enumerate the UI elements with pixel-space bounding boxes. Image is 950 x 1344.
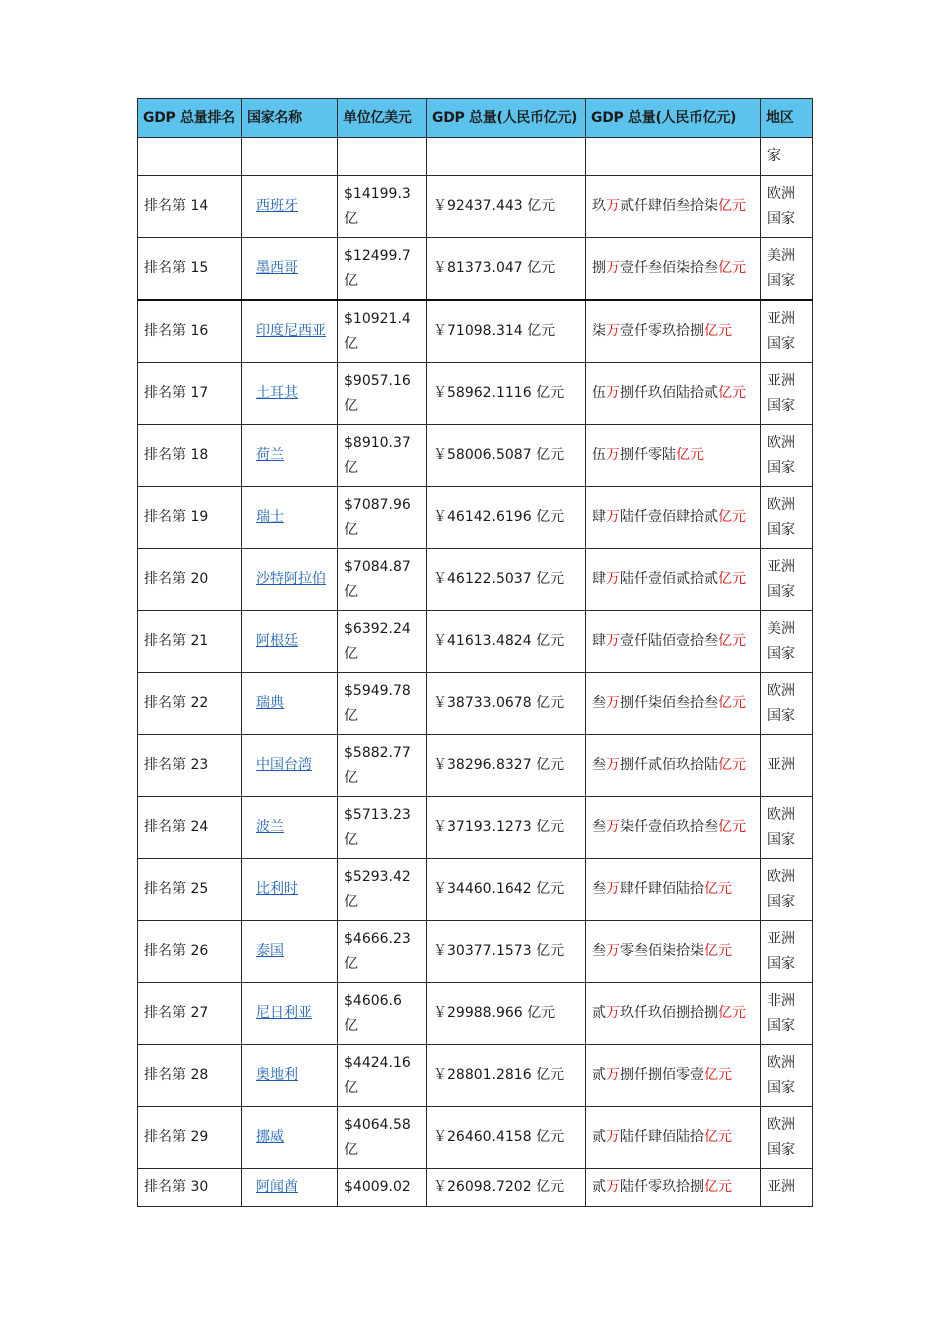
- cny-words-pre: 柒: [592, 323, 606, 339]
- cny-words-wan: 万: [606, 757, 620, 773]
- region-cell: 亚洲国家: [761, 549, 813, 611]
- cny-cell: ￥71098.314 亿元: [427, 300, 586, 363]
- cny-words-mid: 肆仟肆佰陆拾: [620, 881, 704, 897]
- rank-cell: 排名第 21: [138, 611, 242, 673]
- cny-cell: ￥58006.5087 亿元: [427, 425, 586, 487]
- table-row: [138, 1169, 813, 1207]
- cny-words-pre: 捌: [592, 260, 606, 276]
- cny-words-mid: 柒仟壹佰玖拾叁: [620, 819, 718, 835]
- usd-cell: $7084.87 亿: [338, 549, 427, 611]
- cny-words-yi: 亿元: [718, 695, 746, 711]
- cny-words-pre: 玖: [592, 198, 606, 214]
- cny-words-yi: 亿元: [718, 198, 746, 214]
- country-link[interactable]: 荷兰: [256, 447, 284, 463]
- cny-cell: ￥81373.047 亿元: [427, 238, 586, 301]
- usd-cell: $4666.23 亿: [338, 921, 427, 983]
- country-link[interactable]: 印度尼西亚: [256, 323, 326, 339]
- cny-words-pre: 叁: [592, 943, 606, 959]
- cny-words-yi: 亿元: [704, 881, 732, 897]
- usd-cell: $4064.58 亿: [338, 1107, 427, 1169]
- cny-words-cell: [586, 363, 761, 425]
- table-row: [138, 983, 813, 1045]
- cny-words-wan: 万: [606, 695, 620, 711]
- rank-cell: 排名第 27: [138, 983, 242, 1045]
- cny-cell: ￥26460.4158 亿元: [427, 1107, 586, 1169]
- cny-words-wan: 万: [606, 198, 620, 214]
- cny-words-yi: 亿元: [718, 1005, 746, 1021]
- cny-words-cell: [586, 238, 761, 301]
- region-cell: 家: [761, 138, 813, 176]
- cny-cell: ￥30377.1573 亿元: [427, 921, 586, 983]
- rank-cell: 排名第 14: [138, 176, 242, 238]
- cny-words-wan: 万: [606, 881, 620, 897]
- rank-cell: 排名第 25: [138, 859, 242, 921]
- cny-words-wan: 万: [606, 447, 620, 463]
- header-country: 国家名称: [242, 99, 338, 138]
- table-row: [138, 487, 813, 549]
- cny-words-wan: 万: [606, 509, 620, 525]
- cny-words-mid: 壹仟零玖拾捌: [620, 323, 704, 339]
- header-region: 地区: [761, 99, 813, 138]
- usd-cell: $12499.7 亿: [338, 238, 427, 301]
- header-cny: GDP 总量(人民币亿元): [427, 99, 586, 138]
- usd-cell: $6392.24 亿: [338, 611, 427, 673]
- cny-words-cell: [586, 797, 761, 859]
- rank-cell: 排名第 15: [138, 238, 242, 301]
- rank-cell: 排名第 24: [138, 797, 242, 859]
- table-row: [138, 611, 813, 673]
- country-link[interactable]: 西班牙: [256, 198, 298, 214]
- cny-words-wan: 万: [606, 1067, 620, 1083]
- cny-words-wan: 万: [606, 571, 620, 587]
- region-cell: 欧洲国家: [761, 425, 813, 487]
- usd-cell: $8910.37 亿: [338, 425, 427, 487]
- cny-words-yi: 亿元: [718, 571, 746, 587]
- cny-words-mid: 捌仟柒佰叁拾叁: [620, 695, 718, 711]
- usd-cell: $14199.3 亿: [338, 176, 427, 238]
- region-cell: 欧洲国家: [761, 859, 813, 921]
- cny-cell: ￥34460.1642 亿元: [427, 859, 586, 921]
- cny-words-yi: 亿元: [704, 1179, 732, 1195]
- table-row: [138, 549, 813, 611]
- cny-words-wan: 万: [606, 1005, 620, 1021]
- usd-cell: $7087.96 亿: [338, 487, 427, 549]
- usd-cell: $5949.78 亿: [338, 673, 427, 735]
- region-cell: 亚洲国家: [761, 363, 813, 425]
- country-link[interactable]: 尼日利亚: [256, 1005, 312, 1021]
- region-cell: 欧洲国家: [761, 176, 813, 238]
- cny-words-wan: 万: [606, 943, 620, 959]
- country-link[interactable]: 瑞典: [256, 695, 284, 711]
- rank-cell: 排名第 29: [138, 1107, 242, 1169]
- cny-cell: ￥26098.7202 亿元: [427, 1169, 586, 1207]
- table-row: [138, 363, 813, 425]
- table-row: [138, 238, 813, 301]
- table-row: [138, 425, 813, 487]
- country-link[interactable]: 挪威: [256, 1129, 284, 1145]
- table-header-row: [138, 99, 813, 138]
- table-row-partial: [138, 138, 813, 176]
- cny-cell: ￥29988.966 亿元: [427, 983, 586, 1045]
- table-row: [138, 735, 813, 797]
- cny-cell: ￥58962.1116 亿元: [427, 363, 586, 425]
- cny-cell: ￥46122.5037 亿元: [427, 549, 586, 611]
- cny-words-cell: [586, 921, 761, 983]
- cny-words-cell: [586, 983, 761, 1045]
- region-cell: 欧洲国家: [761, 1045, 813, 1107]
- cny-words-yi: 亿元: [718, 260, 746, 276]
- cny-words-pre: 肆: [592, 509, 606, 525]
- cny-words-yi: 亿元: [704, 1129, 732, 1145]
- cny-words-cell: [586, 673, 761, 735]
- country-link[interactable]: 奥地利: [256, 1067, 298, 1083]
- region-cell: 非洲国家: [761, 983, 813, 1045]
- cny-cell: ￥41613.4824 亿元: [427, 611, 586, 673]
- cny-words-mid: 捌仟玖佰陆拾贰: [620, 385, 718, 401]
- rank-cell: 排名第 26: [138, 921, 242, 983]
- region-cell: 亚洲: [761, 1169, 813, 1207]
- cny-words-pre: 叁: [592, 695, 606, 711]
- cny-words-yi: 亿元: [704, 943, 732, 959]
- region-cell: 亚洲国家: [761, 921, 813, 983]
- cny-words-wan: 万: [606, 1129, 620, 1145]
- cny-words-yi: 亿元: [704, 1067, 732, 1083]
- cny-cell: ￥38733.0678 亿元: [427, 673, 586, 735]
- cny-words-yi: 亿元: [718, 385, 746, 401]
- region-cell: 欧洲国家: [761, 673, 813, 735]
- rank-cell: 排名第 16: [138, 300, 242, 363]
- cny-words-wan: 万: [606, 260, 620, 276]
- usd-cell: $10921.4 亿: [338, 300, 427, 363]
- country-link[interactable]: 沙特阿拉伯: [256, 571, 326, 587]
- cny-words-pre: 叁: [592, 881, 606, 897]
- rank-cell: 排名第 17: [138, 363, 242, 425]
- cny-words-cell: [586, 735, 761, 797]
- cny-words-cell: [586, 487, 761, 549]
- cny-words-yi: 亿元: [718, 633, 746, 649]
- cny-cell: ￥46142.6196 亿元: [427, 487, 586, 549]
- header-usd: 单位亿美元: [338, 99, 427, 138]
- country-link[interactable]: 泰国: [256, 943, 284, 959]
- cny-cell: ￥37193.1273 亿元: [427, 797, 586, 859]
- cny-cell: ￥92437.443 亿元: [427, 176, 586, 238]
- table-row: [138, 921, 813, 983]
- region-cell: 欧洲国家: [761, 1107, 813, 1169]
- rank-cell: 排名第 30: [138, 1169, 242, 1207]
- cny-words-mid: 捌仟捌佰零壹: [620, 1067, 704, 1083]
- cny-words-mid: 陆仟肆佰陆拾: [620, 1129, 704, 1145]
- region-cell: 美洲国家: [761, 611, 813, 673]
- cny-words-cell: [586, 549, 761, 611]
- rank-cell: 排名第 23: [138, 735, 242, 797]
- country-link[interactable]: 瑞士: [256, 509, 284, 525]
- cny-words-mid: 陆仟零玖拾捌: [620, 1179, 704, 1195]
- country-link[interactable]: 阿闻酋: [256, 1179, 298, 1195]
- cny-words-pre: 叁: [592, 757, 606, 773]
- cny-words-yi: 亿元: [718, 757, 746, 773]
- country-link[interactable]: 墨西哥: [256, 260, 298, 276]
- cny-words-mid: 壹仟陆佰壹拾叁: [620, 633, 718, 649]
- cny-words-cell: [586, 611, 761, 673]
- cny-words-mid: 壹仟叁佰柒拾叁: [620, 260, 718, 276]
- table-row: [138, 859, 813, 921]
- rank-cell: 排名第 22: [138, 673, 242, 735]
- country-link[interactable]: 阿根廷: [256, 633, 298, 649]
- cny-words-pre: 贰: [592, 1005, 606, 1021]
- usd-cell: $4009.02: [338, 1169, 427, 1207]
- country-link[interactable]: 比利时: [256, 881, 298, 897]
- usd-cell: $4606.6 亿: [338, 983, 427, 1045]
- cny-words-cell: [586, 859, 761, 921]
- cny-words-yi: 亿元: [704, 323, 732, 339]
- cny-words-mid: 陆仟壹佰贰拾贰: [620, 571, 718, 587]
- cny-words-wan: 万: [606, 385, 620, 401]
- cny-words-mid: 玖仟玖佰捌拾捌: [620, 1005, 718, 1021]
- cny-words-pre: 伍: [592, 385, 606, 401]
- cny-words-pre: 贰: [592, 1179, 606, 1195]
- cny-cell: ￥38296.8327 亿元: [427, 735, 586, 797]
- cny-words-cell: [586, 1107, 761, 1169]
- table-row: [138, 673, 813, 735]
- region-cell: 亚洲国家: [761, 300, 813, 363]
- table-row: [138, 300, 813, 363]
- cny-words-pre: 贰: [592, 1067, 606, 1083]
- cny-words-mid: 贰仟肆佰叁拾柒: [620, 198, 718, 214]
- cny-words-yi: 亿元: [718, 509, 746, 525]
- cny-words-mid: 捌仟零陆: [620, 447, 676, 463]
- cny-words-cell: [586, 176, 761, 238]
- cny-words-mid: 捌仟贰佰玖拾陆: [620, 757, 718, 773]
- cny-words-wan: 万: [606, 819, 620, 835]
- usd-cell: $5882.77 亿: [338, 735, 427, 797]
- usd-cell: $5293.42 亿: [338, 859, 427, 921]
- header-rank: GDP 总量排名: [138, 99, 242, 138]
- table-row: [138, 176, 813, 238]
- cny-words-pre: 伍: [592, 447, 606, 463]
- cny-words-wan: 万: [606, 1179, 620, 1195]
- gdp-ranking-table: [137, 98, 813, 1207]
- cny-words-wan: 万: [606, 633, 620, 649]
- country-link[interactable]: 土耳其: [256, 385, 298, 401]
- region-cell: 欧洲国家: [761, 487, 813, 549]
- region-cell: 亚洲: [761, 735, 813, 797]
- table-row: [138, 1107, 813, 1169]
- cny-words-cell: [586, 1045, 761, 1107]
- region-cell: 美洲国家: [761, 238, 813, 301]
- cny-words-mid: 零叁佰柒拾柒: [620, 943, 704, 959]
- header-cny-words: GDP 总量(人民币亿元): [586, 99, 761, 138]
- table-row: [138, 797, 813, 859]
- region-cell: 欧洲国家: [761, 797, 813, 859]
- cny-words-cell: [586, 1169, 761, 1207]
- cny-words-wan: 万: [606, 323, 620, 339]
- cny-words-yi: 亿元: [718, 819, 746, 835]
- cny-cell: ￥28801.2816 亿元: [427, 1045, 586, 1107]
- table-row: [138, 1045, 813, 1107]
- cny-words-cell: [586, 425, 761, 487]
- rank-cell: 排名第 20: [138, 549, 242, 611]
- cny-words-yi: 亿元: [676, 447, 704, 463]
- usd-cell: $9057.16 亿: [338, 363, 427, 425]
- cny-words-cell: [586, 300, 761, 363]
- cny-words-pre: 叁: [592, 819, 606, 835]
- usd-cell: $5713.23 亿: [338, 797, 427, 859]
- cny-words-pre: 肆: [592, 633, 606, 649]
- usd-cell: $4424.16 亿: [338, 1045, 427, 1107]
- country-link[interactable]: 中国台湾: [256, 757, 312, 773]
- cny-words-pre: 贰: [592, 1129, 606, 1145]
- rank-cell: 排名第 28: [138, 1045, 242, 1107]
- cny-words-pre: 肆: [592, 571, 606, 587]
- cny-words-mid: 陆仟壹佰肆拾贰: [620, 509, 718, 525]
- rank-cell: 排名第 18: [138, 425, 242, 487]
- rank-cell: 排名第 19: [138, 487, 242, 549]
- country-link[interactable]: 波兰: [256, 819, 284, 835]
